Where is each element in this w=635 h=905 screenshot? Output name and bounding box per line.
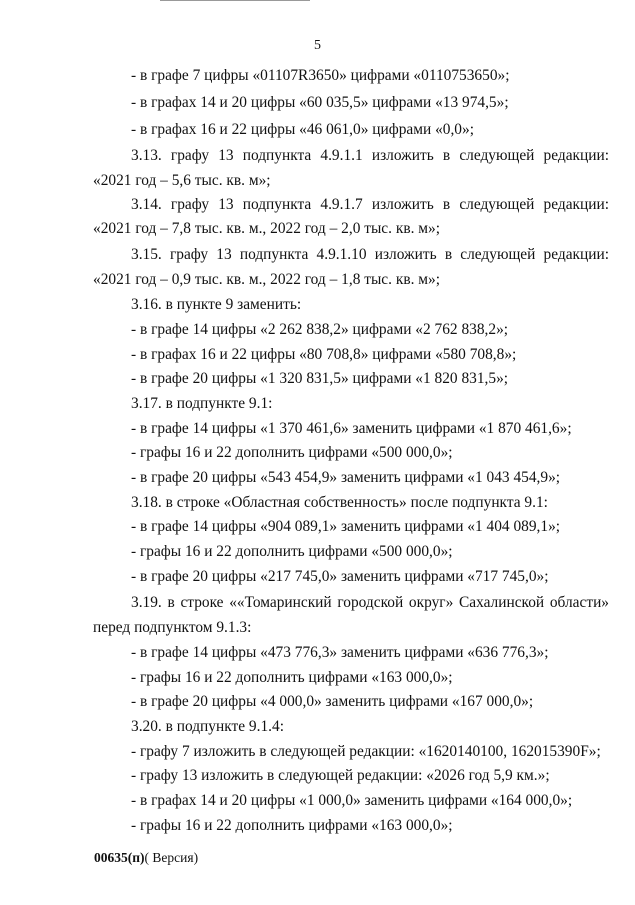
- text-line: - в графе 14 цифры «1 370 461,6» заменить цифрами «1 870 461,6»;: [131, 420, 572, 437]
- text-line: - в графе 14 цифры «473 776,3» заменить цифрами «636 776,3»;: [131, 644, 549, 661]
- text-line: 3.18. в строке «Областная собственность» после подпункта 9.1:: [131, 494, 548, 511]
- text-line: - графу 13 изложить в следующей редакции: «2026 год 5,9 км.»;: [131, 767, 550, 784]
- document-footer: [94, 850, 198, 866]
- document-code: 00635(п): [94, 850, 145, 865]
- text-line: - в графе 20 цифры «217 745,0» заменить цифрами «717 745,0»;: [131, 568, 549, 585]
- text-line: - графы 16 и 22 дополнить цифрами «163 000,0»;: [131, 669, 453, 686]
- text-line: - графы 16 и 22 дополнить цифрами «500 000,0»;: [131, 444, 453, 461]
- text-line: - графу 7 изложить в следующей редакции: «1620140100, 162015390F»;: [131, 743, 601, 760]
- text-line: - в графе 14 цифры «2 262 838,2» цифрами «2 762 838,2»;: [131, 321, 509, 338]
- text-line: 3.15. графу 13 подпункта 4.9.1.10 изложить в следующей редакции:: [131, 246, 609, 263]
- text-line: - в графе 20 цифры «4 000,0» заменить цифрами «167 000,0»;: [131, 693, 534, 710]
- text-line: - в графах 14 и 20 цифры «1 000,0» заменить цифрами «164 000,0»;: [131, 792, 573, 809]
- text-line: - в графах 16 и 22 цифры «80 708,8» цифрами «580 708,8»;: [131, 346, 517, 363]
- text-line: 3.20. в подпункте 9.1.4:: [131, 718, 284, 735]
- page-number: 5: [314, 38, 321, 53]
- text-line: перед подпунктом 9.1.3:: [93, 619, 252, 636]
- text-line: - графы 16 и 22 дополнить цифрами «163 000,0»;: [131, 817, 453, 834]
- text-line: - в графах 14 и 20 цифры «60 035,5» цифрами «13 974,5»;: [131, 94, 509, 111]
- text-line: «2021 год – 0,9 тыс. кв. м., 2022 год – 1,8 тыс. кв. м»;: [93, 271, 440, 288]
- text-line: 3.16. в пункте 9 заменить:: [131, 296, 302, 313]
- text-line: 3.13. графу 13 подпункта 4.9.1.1 изложить в следующей редакции:: [131, 147, 609, 164]
- text-line: 3.19. в строке ««Томаринский городской округ» Сахалинской области»: [131, 594, 609, 611]
- text-line: «2021 год – 5,6 тыс. кв. м»;: [93, 172, 271, 189]
- text-line: «2021 год – 7,8 тыс. кв. м., 2022 год – 2,0 тыс. кв. м»;: [93, 220, 440, 237]
- text-line: - в графе 7 цифры «01107R3650» цифрами «0110753650»;: [131, 67, 510, 84]
- version-label: ( Версия): [144, 850, 199, 865]
- text-line: 3.17. в подпункте 9.1:: [131, 395, 273, 412]
- text-line: - в графе 14 цифры «904 089,1» заменить цифрами «1 404 089,1»;: [131, 518, 561, 535]
- text-line: - в графах 16 и 22 цифры «46 061,0» цифрами «0,0»;: [131, 121, 474, 138]
- text-line: 3.14. графу 13 подпункта 4.9.1.7 изложить в следующей редакции:: [131, 196, 609, 213]
- text-line: - в графе 20 цифры «543 454,9» заменить цифрами «1 043 454,9»;: [131, 469, 561, 486]
- top-rule: [160, 0, 310, 2]
- text-line: - графы 16 и 22 дополнить цифрами «500 000,0»;: [131, 543, 453, 560]
- text-line: - в графе 20 цифры «1 320 831,5» цифрами «1 820 831,5»;: [131, 370, 509, 387]
